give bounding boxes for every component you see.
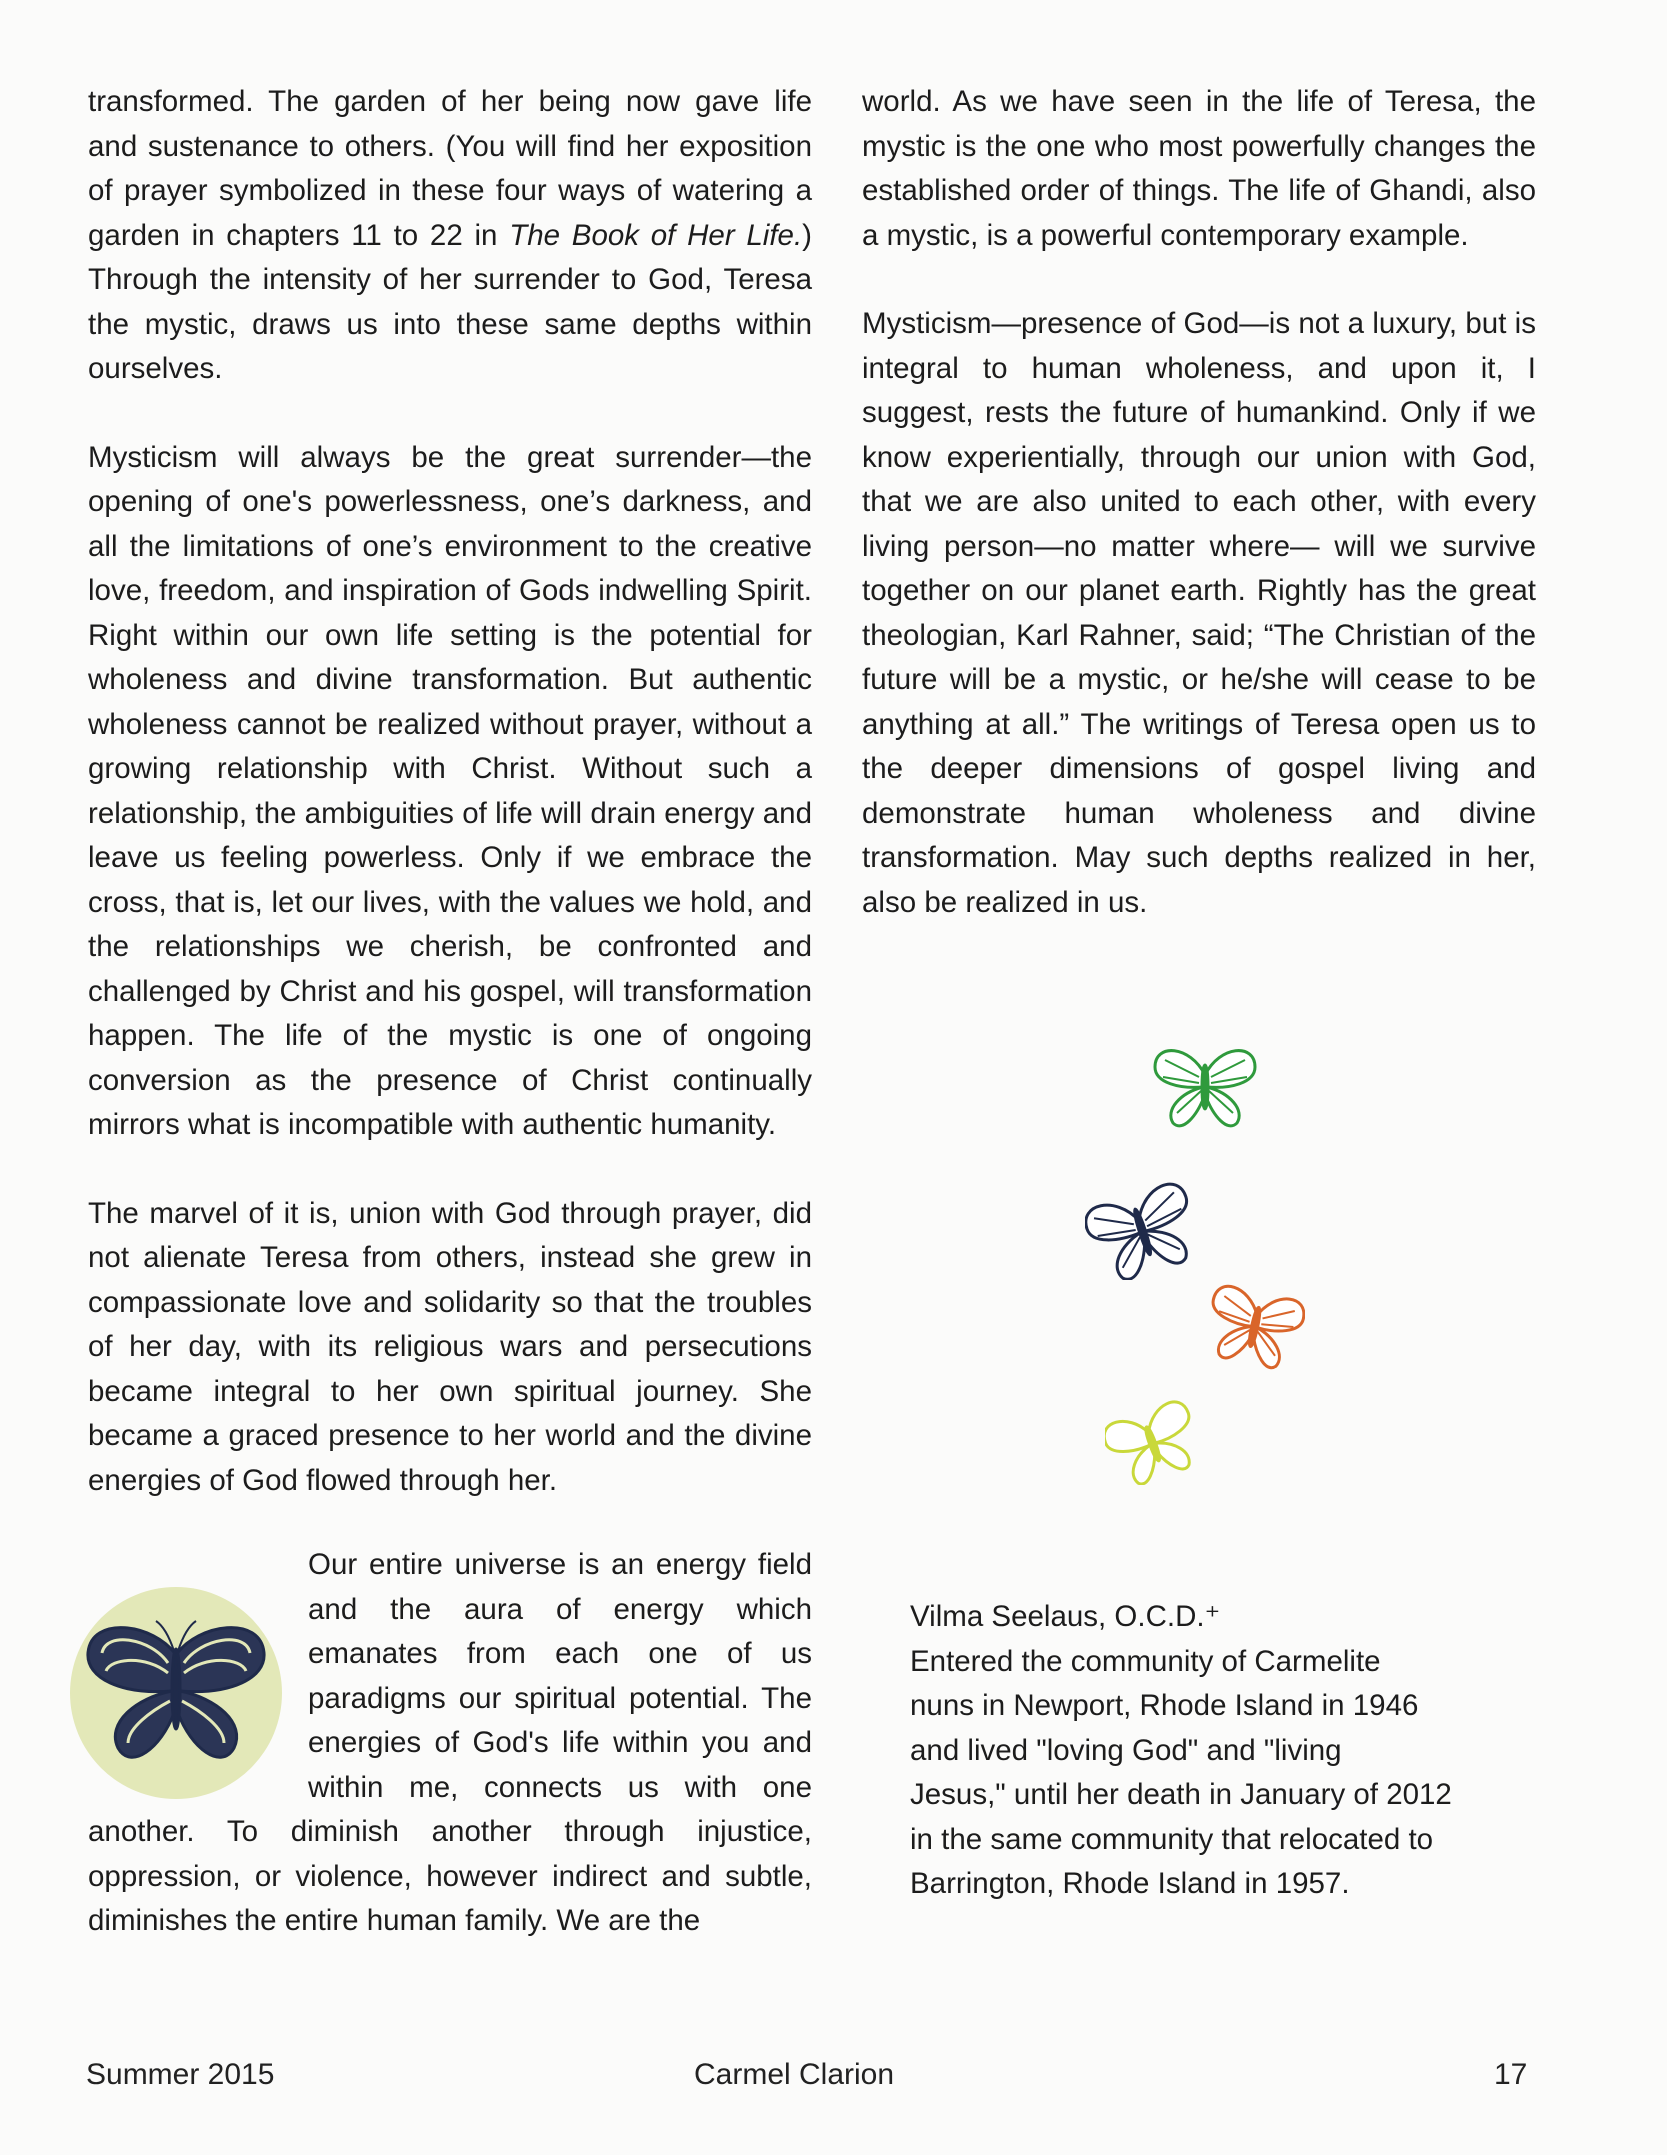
paragraph: Our entire universe is an energy field and the aura of energy which emanates from each one of us paradigms our spiritual potential. The energies of God's life within you and within me, connects us with one another. To diminish another through injustice, oppression, or violence, however indirect and subtle, diminishes the entire human family. We are the [88,1543,812,1944]
paragraph: The marvel of it is, union with God through prayer, did not alienate Teresa from others, instead she grew in compassionate love and solidarity so that the troubles of her day, with its religious wars and persecutions became integral to her own spiritual journey. She became a graced presence to her world and the divine energies of God flowed through her. [88,1196,812,1497]
left-column [88,80,812,1988]
paragraph: transformed. The garden of her being now gave life and sustenance to others. (You will find her exposition of prayer symbolized in these four ways of watering a garden in chapters 11 to 22 in The Book of Her Life.) Through the intensity of her surrender to God, Teresa the mystic, draws us into these same depths within ourselves. [88,85,812,385]
butterfly-icon [1150,1040,1260,1130]
butterfly-icon [68,1573,300,1803]
bio-line: Barrington, Rhode Island in 1957. [910,1867,1350,1900]
page-number: 17 [1494,2058,1528,2091]
butterfly-icon [1085,1180,1200,1280]
paragraph: Mysticism will always be the great surrender—the opening of one's powerlessness, one’s darkness, and all the limitations of one’s environment to the creative love, freedom, and inspiration of Gods indwelling Spirit. Right within our own life setting is the potential for wholeness and divine transformation. But authentic wholeness cannot be realized without prayer, without a growing relationship with Christ. Without such a relationship, the ambiguities of life will drain energy and leave us feeling powerless. Only if we embrace the cross, that is, let our lives, with the values we hold, and the relationships we cherish, be confronted and challenged by Christ and his gospel, will transformation happen. The life of the mystic is one of ongoing conversion as the presence of Christ continually mirrors what is incompatible with authentic humanity. [88,440,812,1141]
book-title: The Book of Her Life. [509,218,803,252]
bio-line: Jesus," until her death in January of 2012 [910,1778,1452,1811]
butterfly-icon [1105,1400,1200,1485]
author-bio [910,1595,1532,1907]
bio-line: in the same community that relocated to [910,1822,1434,1856]
butterfly-icon [1205,1280,1305,1370]
bio-line: and lived "loving God" and "living [910,1733,1342,1767]
paragraph: Mysticism—presence of God—is not a luxury, but is integral to human wholeness, and upon it, I suggest, rests the future of humankind. Only if we know experientially, through our union with God, that we are also united to each other, with every living person—no matter where— will we survive together on our planet earth. Rightly has the great theologian, Karl Rahner, said; “The Christian of the future will be a mystic, or he/she will cease to be anything at all.” The writings of Teresa open us to the deeper dimensions of gospel living and demonstrate human wholeness and divine transformation. May such depths realized in her, also be realized in us. [862,307,1536,919]
bio-line: nuns in Newport, Rhode Island in 1946 [910,1689,1419,1722]
author-name: Vilma Seelaus, O.C.D.⁺ [910,1600,1221,1633]
bio-line: Entered the community of Carmelite [910,1644,1381,1678]
footer-issue: Summer 2015 [86,2058,275,2091]
paragraph: world. As we have seen in the life of Teresa, the mystic is the one who most powerfully changes the established order of things. The life of Ghandi, also a mystic, is a powerful contemporary example. [862,85,1536,252]
butterfly-circle-art [68,1573,300,1803]
footer-publication: Carmel Clarion [694,2058,895,2091]
right-column [862,80,1536,969]
